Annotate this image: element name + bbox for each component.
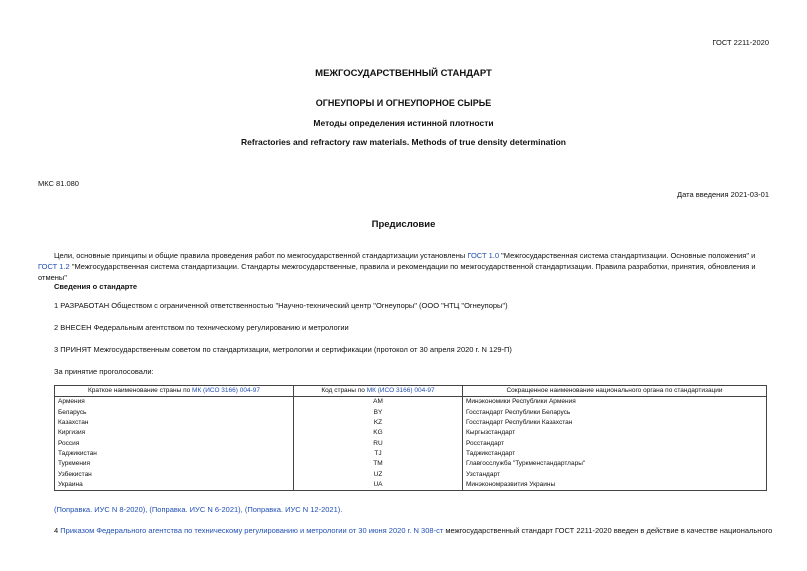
standard-title: ОГНЕУПОРЫ И ОГНЕУПОРНОЕ СЫРЬЕ	[315, 98, 492, 108]
cell-country: Узбекистан	[55, 469, 294, 479]
cell-standards-body: Минэкономразвития Украины	[463, 480, 767, 491]
table-row	[55, 428, 767, 438]
cell-standards-body: Госстандарт Республики Беларусь	[463, 408, 767, 418]
voted-label: За принятие проголосовали:	[54, 367, 154, 376]
cell-standards-body: Кыргызстандарт	[463, 428, 767, 438]
cell-country-code: AM	[294, 397, 463, 408]
cell-standards-body: Минэкономики Республики Армения	[463, 397, 767, 408]
cell-country-code: TM	[294, 459, 463, 469]
document-code: ГОСТ 2211-2020	[712, 38, 769, 47]
cell-country-code: TJ	[294, 449, 463, 459]
amendment-text: ИУС N 8-2020),	[92, 505, 150, 514]
table-row	[55, 438, 767, 448]
cell-country-code: BY	[294, 408, 463, 418]
amendment-text: ИУС N 12-2021).	[283, 505, 343, 514]
voting-countries-table	[54, 385, 767, 491]
intro-text-part2: "Межгосударственная система стандартизации. Основные положения" и	[499, 251, 756, 260]
table-row	[55, 397, 767, 408]
cell-standards-body: Главгосслужба "Туркменстандартлары"	[463, 459, 767, 469]
item4-text: межгосударственный стандарт ГОСТ 2211-2020 введен в действие в качестве национального	[443, 526, 773, 535]
foreword-intro-paragraph	[38, 250, 773, 283]
intro-text-part1: Цели, основные принципы и общие правила проведения работ по межгосударственной стандартизации установлены	[54, 251, 468, 260]
standard-title-english: Refractories and refractory raw materials. Methods of true density determination	[241, 137, 566, 147]
cell-standards-body: Таджикстандарт	[463, 449, 767, 459]
cell-country: Беларусь	[55, 408, 294, 418]
cell-country: Армения	[55, 397, 294, 408]
cell-country-code: RU	[294, 438, 463, 448]
amendment-link[interactable]: (Поправка.	[149, 505, 188, 514]
column-header-body: Сокращенное наименование национального органа по стандартизации	[463, 386, 767, 397]
cell-country-code: UA	[294, 480, 463, 491]
table-row	[55, 418, 767, 428]
mk-iso-link[interactable]: МК (ИСО 3166) 004-97	[366, 387, 435, 395]
column-header-country	[55, 386, 294, 397]
amendment-link[interactable]: (Поправка.	[54, 505, 93, 514]
table-row	[55, 459, 767, 469]
standard-info-heading: Сведения о стандарте	[54, 282, 138, 291]
item-put-into-effect	[38, 525, 773, 536]
table-row	[55, 408, 767, 418]
standard-subtitle: Методы определения истинной плотности	[313, 118, 494, 128]
cell-country: Украина	[55, 480, 294, 491]
cell-country: Таджикистан	[55, 449, 294, 459]
gost-1-2-link[interactable]: ГОСТ 1.2	[38, 262, 70, 271]
cell-standards-body: Узстандарт	[463, 469, 767, 479]
cell-country: Киргизия	[55, 428, 294, 438]
table-header-row	[55, 386, 767, 397]
foreword-heading: Предисловие	[371, 219, 436, 230]
item-adopted: 3 ПРИНЯТ Межгосударственным советом по стандартизации, метрологии и сертификации (протокол от 30 апреля 2020 г. N 129-П)	[54, 345, 512, 354]
order-link[interactable]: Приказом Федерального агентства по техническому регулированию и метрологии от 30 июня 2020 г. N 308-ст	[60, 526, 444, 535]
intro-text-part3: "Межгосударственная система стандартизации. Стандарты межгосударственные, правила и рекомендации по межгосударственной стандартизации. Правила разработки, принятия, обновления и отмены"	[38, 262, 756, 282]
cell-country-code: KG	[294, 428, 463, 438]
item-developed: 1 РАЗРАБОТАН Обществом с ограниченной ответственностью "Научно-технический центр "Огнеупоры" (ООО "НТЦ "Огнеупоры")	[54, 301, 508, 310]
table-row	[55, 449, 767, 459]
mk-iso-link[interactable]: МК (ИСО 3166) 004-97	[192, 387, 260, 395]
column-header-code	[294, 386, 463, 397]
mks-code: МКС 81.080	[38, 179, 79, 188]
item4-number: 4	[54, 526, 61, 535]
header-code-text: Код страны по	[321, 387, 367, 395]
cell-country-code: UZ	[294, 469, 463, 479]
amendment-link[interactable]: (Поправка.	[244, 505, 283, 514]
table-row	[55, 469, 767, 479]
table-row	[55, 480, 767, 491]
header-country-text: Краткое наименование страны по	[88, 387, 193, 395]
amendment-text: ИУС N 6-2021),	[187, 505, 245, 514]
cell-country-code: KZ	[294, 418, 463, 428]
gost-1-0-link[interactable]: ГОСТ 1.0	[467, 251, 500, 260]
cell-country: Туркмения	[55, 459, 294, 469]
cell-standards-body: Росстандарт	[463, 438, 767, 448]
introduction-date: Дата введения 2021-03-01	[677, 190, 769, 199]
amendments-line	[54, 505, 342, 514]
item-submitted: 2 ВНЕСЕН Федеральным агентством по техническому регулированию и метрологии	[54, 323, 349, 332]
cell-standards-body: Госстандарт Республики Казахстан	[463, 418, 767, 428]
standard-kind: МЕЖГОСУДАРСТВЕННЫЙ СТАНДАРТ	[315, 68, 492, 79]
cell-country: Россия	[55, 438, 294, 448]
cell-country: Казахстан	[55, 418, 294, 428]
